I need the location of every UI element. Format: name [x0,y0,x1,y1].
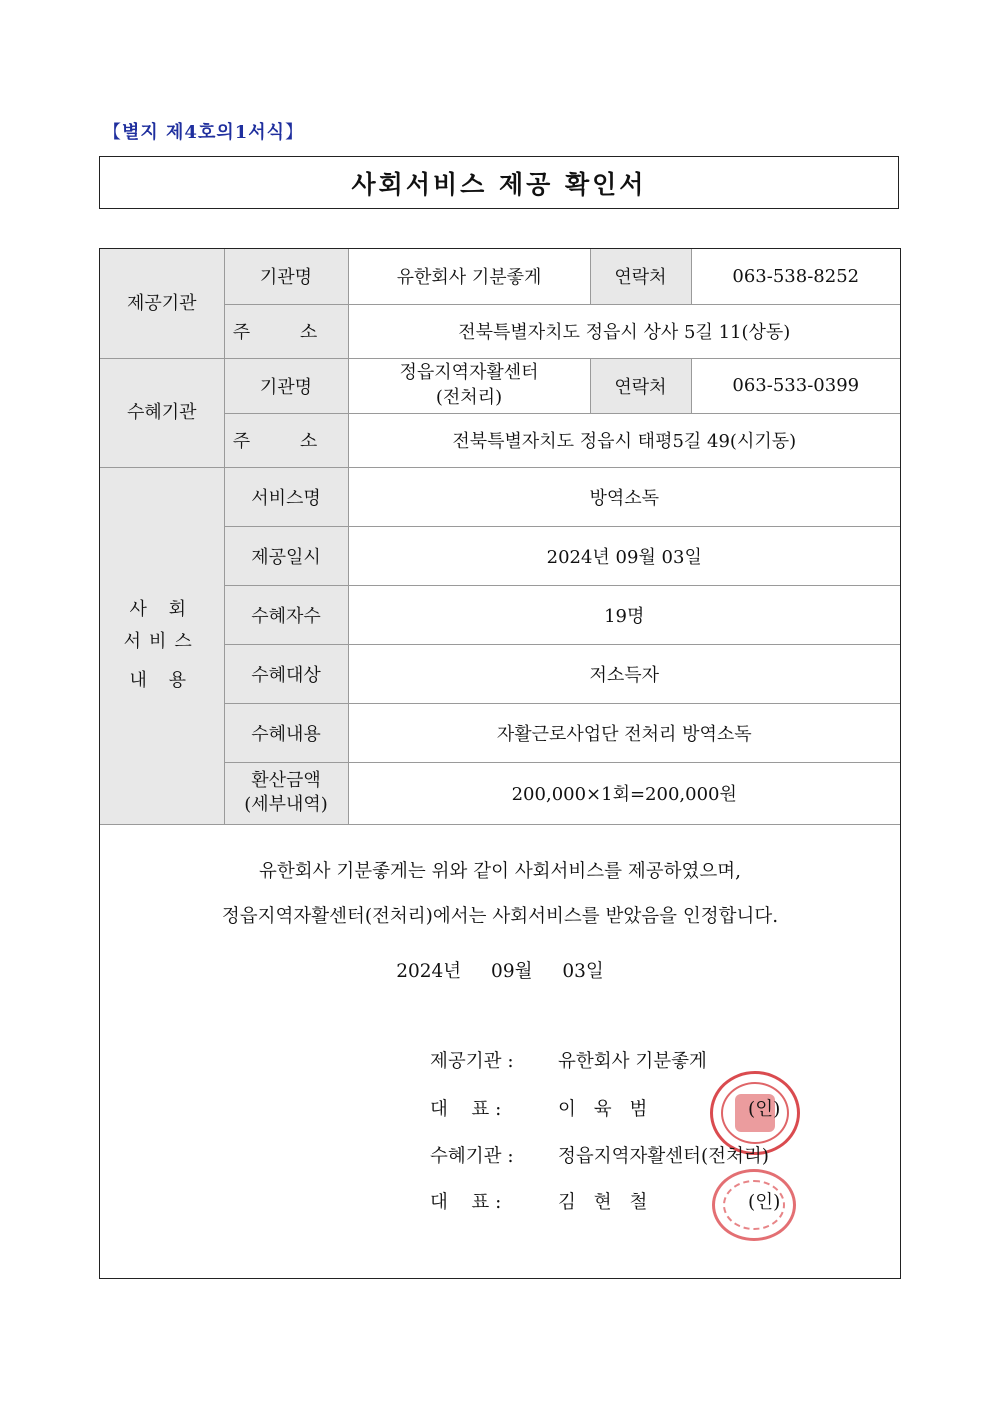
recipient-name-line2: (전처리) [435,386,503,408]
provider-address-label: 주 소 [224,304,348,358]
signature-rep1-label: 대 표 : [430,1099,502,1120]
service-row-value: 자활근로사업단 전처리 방역소독 [348,703,900,762]
info-table [100,249,900,825]
recipient-name-label: 기관명 [224,358,348,413]
provider-name-label: 기관명 [224,249,348,304]
date-day: 03일 [562,961,604,982]
issue-date [100,957,900,983]
signature-recipient-name: 정읍지역자활센터(전처리) [558,1146,770,1167]
service-row-label: 수혜내용 [224,703,348,762]
service-group-line2: 서비스 [123,630,200,652]
service-row-value: 19명 [348,585,900,644]
provider-address: 전북특별자치도 정읍시 상사 5길 11(상동) [348,304,900,358]
service-row-label: 서비스명 [224,467,348,526]
amount-label-line1: 환산금액 [251,769,321,791]
service-row-value: 2024년 09월 03일 [348,526,900,585]
signature-provider [430,1047,707,1073]
recipient-name-line1: 정읍지역자활센터 [399,362,539,384]
recipient-address-label: 주 소 [224,413,348,467]
signature-rep1 [430,1095,780,1121]
amount-label-line2: (세부내역) [244,794,328,815]
signature-recipient [430,1142,769,1168]
document-title: 사회서비스 제공 확인서 [99,156,899,209]
statement-line2: 정읍지역자활센터(전처리)에서는 사회서비스를 받았음을 인정합니다. [221,906,779,927]
service-row-value: 방역소독 [348,467,900,526]
signature-provider-name: 유한회사 기분좋게 [558,1051,707,1072]
signature-rep2-name: 김 현 철 [558,1192,654,1213]
signature-provider-label: 제공기관 : [430,1051,514,1072]
date-month: 09월 [491,961,533,982]
service-group-line1: 사 회 [129,599,194,621]
recipient-name [348,358,590,413]
amount-label [224,762,348,824]
confirmation-form [99,248,901,1279]
form-number-tag: 【별지 제4호의1서식】 [103,122,305,143]
signature-rep1-seal: (인) [748,1099,781,1120]
recipient-group-label: 수혜기관 [100,358,224,467]
signature-rep1-name: 이 육 범 [558,1099,654,1120]
provider-group-label: 제공기관 [100,249,224,358]
provider-contact-label: 연락처 [590,249,691,304]
signature-rep2 [430,1188,780,1214]
recipient-address: 전북특별자치도 정읍시 태평5길 49(시기동) [348,413,900,467]
service-row-value: 저소득자 [348,644,900,703]
signature-recipient-label: 수혜기관 : [430,1146,514,1167]
recipient-contact-label: 연락처 [590,358,691,413]
signature-rep2-seal: (인) [748,1192,781,1213]
service-group-line3: 내 용 [129,670,194,692]
confirmation-statement [100,849,900,939]
provider-name: 유한회사 기분좋게 [348,249,590,304]
date-year: 2024년 [396,961,462,982]
statement-line1: 유한회사 기분좋게는 위와 같이 사회서비스를 제공하였으며, [258,861,742,882]
service-row-label: 수혜자수 [224,585,348,644]
service-row-label: 제공일시 [224,526,348,585]
signature-rep2-label: 대 표 : [430,1192,502,1213]
service-group-label [100,467,224,824]
recipient-contact: 063-533-0399 [691,358,900,413]
amount-value: 200,000×1회=200,000원 [348,762,900,824]
provider-contact: 063-538-8252 [691,249,900,304]
service-row-label: 수혜대상 [224,644,348,703]
